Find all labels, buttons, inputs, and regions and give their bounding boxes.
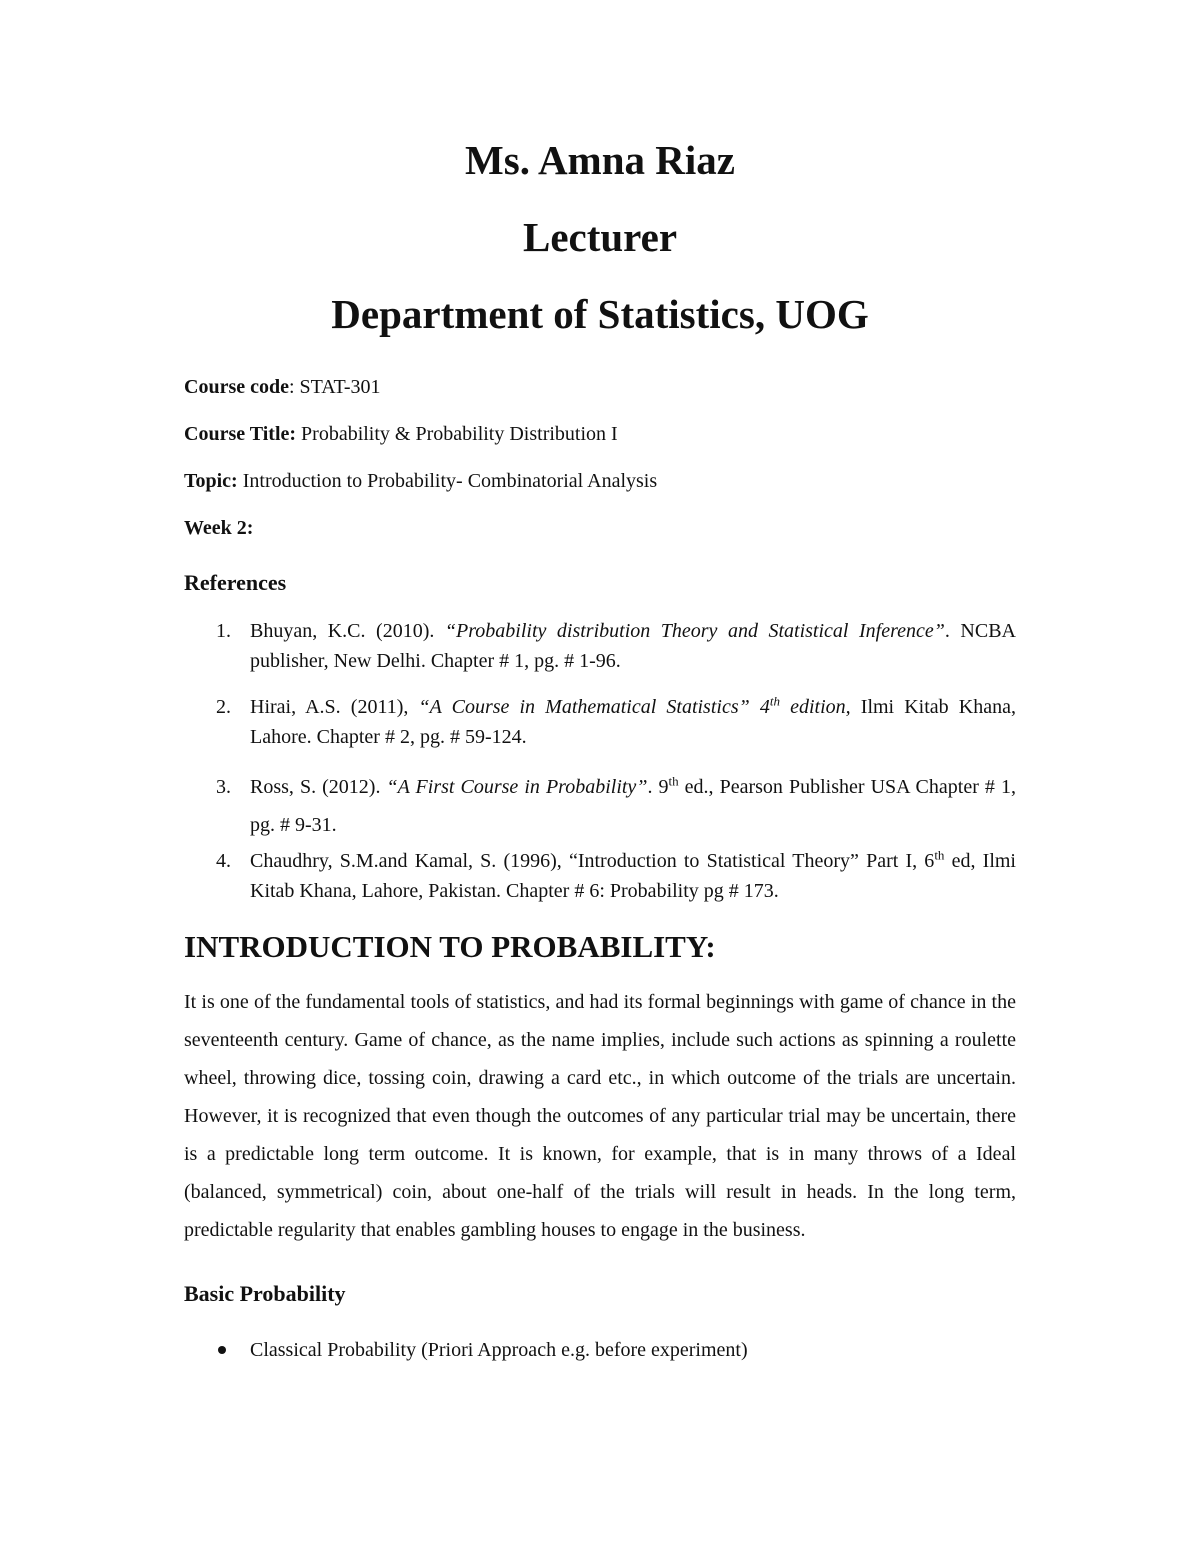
reference-number: 1. [216, 620, 231, 642]
reference-title: “Probability distribution Theory and Statistical Inference” [444, 620, 945, 642]
reference-item [184, 846, 1016, 906]
intro-heading: INTRODUCTION TO PROBABILITY: [184, 929, 716, 964]
week-label: Week 2: [184, 517, 254, 539]
reference-text: ed., Pearson Publisher USA Chapter # 1, pg. # 9-31. [250, 776, 1016, 836]
reference-text: . NCBA publisher, New Delhi. Chapter # 1, pg. # 1-96. [250, 620, 1016, 672]
reference-text: ed, Ilmi Kitab Khana, Lahore, Pakistan. Chapter # 6: Probability pg # 173. [250, 850, 1016, 902]
reference-edition: edition, [779, 696, 851, 718]
list-item [184, 1335, 1016, 1365]
reference-item [184, 768, 1016, 844]
topic-label: Topic: [184, 470, 238, 492]
topic-line [184, 469, 1016, 493]
superscript: th [769, 693, 780, 709]
reference-item [184, 616, 1016, 676]
reference-text: Ilmi Kitab Khana, Lahore. Chapter # 2, pg. # 59-124. [250, 696, 1016, 748]
basic-probability-list [184, 1335, 1016, 1365]
reference-text: Bhuyan, K.C. (2010). [250, 620, 445, 642]
basic-probability-heading: Basic Probability [184, 1281, 346, 1307]
references-heading: References [184, 570, 287, 595]
course-title-line [184, 422, 1016, 446]
reference-text: . 9 [647, 776, 669, 798]
course-title-value: Probability & Probability Distribution I [296, 423, 618, 445]
reference-text: Hirai, A.S. (2011), [250, 696, 419, 718]
reference-text: Chaudhry, S.M.and Kamal, S. (1996), “Introduction to Statistical Theory” Part I, 6 [250, 850, 935, 872]
reference-number: 4. [216, 850, 231, 872]
superscript: th [668, 773, 679, 789]
course-title-label: Course Title: [184, 423, 297, 445]
author-name: Ms. Amna Riaz [465, 137, 735, 183]
list-item-text: Classical Probability (Priori Approach e.g. before experiment) [250, 1339, 748, 1362]
bullet-icon [218, 1346, 226, 1354]
week-line [184, 516, 1016, 540]
course-code-line [184, 375, 1016, 399]
superscript: th [934, 847, 945, 863]
course-code-value: STAT-301 [299, 376, 381, 398]
reference-text: Ross, S. (2012). [250, 776, 387, 798]
reference-title: “A Course in Mathematical Statistics” 4 [418, 696, 770, 718]
intro-paragraph: It is one of the fundamental tools of statistics, and had its formal beginnings with game of chance in the seventeenth century. Game of chance, as the name implies, include such actions as spinning a roulette wheel, throwing dice, tossing coin, drawing a card etc., in which outcome of the trials are uncertain. However, it is recognized that even though the outcomes of any particular trial may be uncertain, there is a predictable long term outcome. It is known, for example, that is in many throws of a Ideal (balanced, symmetrical) coin, about one-half of the trials will result in heads. In the long term, predictable regularity that enables gambling houses to engage in the business. [184, 991, 1016, 1242]
reference-number: 2. [216, 696, 231, 718]
course-code-label: Course code [184, 376, 289, 398]
department-title: Department of Statistics, UOG [331, 291, 869, 337]
topic-value: Introduction to Probability- Combinatorial Analysis [237, 470, 658, 492]
reference-title: “A First Course in Probability” [386, 776, 648, 798]
reference-item [184, 692, 1016, 752]
reference-number: 3. [216, 776, 231, 798]
author-role: Lecturer [522, 214, 678, 260]
course-code-separator: : [288, 376, 300, 398]
references-list [184, 616, 1016, 906]
